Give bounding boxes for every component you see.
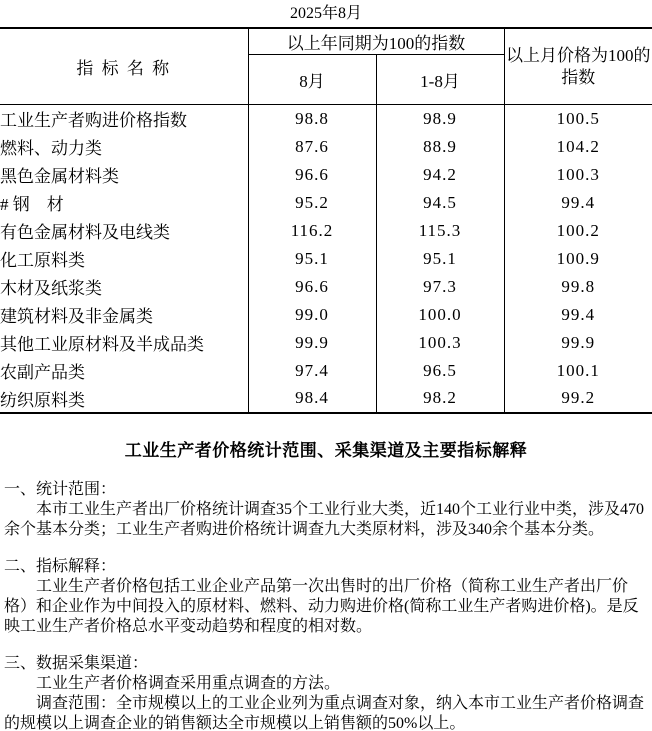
- table-row: [0, 217, 652, 245]
- table-row: [0, 105, 652, 133]
- yoy-august-value: 96.6: [248, 273, 376, 301]
- yoy-jan-aug-value: 88.9: [376, 133, 504, 161]
- row-label: 木材及纸浆类: [0, 273, 248, 301]
- mom-value: 100.1: [556, 360, 600, 380]
- table-row: [0, 133, 652, 161]
- yoy-jan-aug-value: 94.2: [376, 161, 504, 189]
- row-label: 农副产品类: [0, 357, 248, 385]
- note-paragraph: 调查范围：全市规模以上的工业企业列为重点调查对象，纳入本市工业生产者价格调查的规模以上调查企业的销售额达全市规模以上销售额的50%以上。: [4, 694, 645, 731]
- mom-value: 99.2: [561, 388, 596, 407]
- yoy-jan-aug-value: 96.5: [376, 357, 504, 385]
- row-label: 工业生产者购进价格指数: [0, 105, 248, 133]
- table-row: [0, 245, 652, 273]
- yoy-jan-aug-value: 100.3: [376, 329, 504, 357]
- mom-value: 99.9: [561, 332, 596, 352]
- mom-value: 99.8: [561, 276, 596, 296]
- yoy-august-value: 87.6: [248, 133, 376, 161]
- indicator-name-header: 指 标 名 称: [0, 28, 248, 105]
- note-section-title: 二、指标解释：: [4, 557, 117, 575]
- table-row: [0, 189, 652, 217]
- yoy-jan-aug-value: 95.1: [376, 245, 504, 273]
- yoy-jan-aug-value: 98.9: [376, 105, 504, 133]
- yoy-august-value: 95.2: [248, 189, 376, 217]
- august-column-header: 8月: [248, 55, 376, 105]
- mom-value: 99.4: [561, 192, 596, 212]
- yoy-jan-aug-value: 97.3: [376, 273, 504, 301]
- note-section-definitions: [4, 557, 648, 637]
- row-label: 建筑材料及非金属类: [0, 301, 248, 329]
- yoy-august-value: 116.2: [248, 217, 376, 245]
- row-label: 其他工业原材料及半成品类: [0, 329, 248, 357]
- mom-value: 100.9: [556, 248, 600, 268]
- yoy-august-value: 98.4: [248, 385, 376, 413]
- note-section-title: 一、统计范围：: [4, 480, 117, 498]
- note-paragraph: 工业生产者价格包括工业企业产品第一次出售时的出厂价格（简称工业生产者出厂价格）和企业作为中间投入的原材料、燃料、动力购进价格(简称工业生产者购进价格)。是反映工业生产者价格总水平变动趋势和程度的相对数。: [4, 577, 639, 635]
- yoy-august-value: 98.8: [248, 105, 376, 133]
- table-row: [0, 161, 652, 189]
- mom-header: 以上月价格为100的指数: [504, 28, 652, 105]
- price-index-table: [0, 27, 652, 414]
- mom-value: 100.5: [556, 108, 600, 128]
- report-period-title: 2025年8月: [289, 5, 362, 22]
- note-section-title: 三、数据采集渠道：: [4, 654, 149, 672]
- note-section-collection: [4, 654, 648, 731]
- mom-value: 100.3: [556, 164, 600, 184]
- notes-heading: 工业生产者价格统计范围、采集渠道及主要指标解释: [124, 440, 528, 460]
- jan-aug-column-header: 1-8月: [376, 55, 504, 105]
- row-label: 黑色金属材料类: [0, 161, 248, 189]
- yoy-group-header: 以上年同期为100的指数: [248, 28, 504, 55]
- row-label: 化工原料类: [0, 245, 248, 273]
- yoy-jan-aug-value: 98.2: [376, 385, 504, 413]
- table-header-row-1: [0, 28, 652, 55]
- note-paragraph: 工业生产者价格调查采用重点调查的方法。: [36, 674, 341, 692]
- note-paragraph: 本市工业生产者出厂价格统计调查35个工业行业大类，近140个工业行业中类，涉及470余个基本分类；工业生产者购进价格统计调查九大类原材料，涉及340余个基本分类。: [4, 500, 645, 538]
- yoy-august-value: 96.6: [248, 161, 376, 189]
- yoy-jan-aug-value: 100.0: [376, 301, 504, 329]
- mom-value: 104.2: [556, 136, 600, 156]
- row-label: 燃料、动力类: [0, 133, 248, 161]
- mom-value: 100.2: [556, 220, 600, 240]
- row-label: # 钢 材: [0, 189, 248, 217]
- table-row: [0, 273, 652, 301]
- yoy-august-value: 97.4: [248, 357, 376, 385]
- table-row: [0, 301, 652, 329]
- notes-section: [0, 441, 652, 731]
- table-row: [0, 329, 652, 357]
- row-label: 纺织原料类: [0, 385, 248, 413]
- row-label: 有色金属材料及电线类: [0, 217, 248, 245]
- yoy-august-value: 95.1: [248, 245, 376, 273]
- note-section-scope: [4, 480, 648, 540]
- yoy-jan-aug-value: 115.3: [376, 217, 504, 245]
- yoy-august-value: 99.0: [248, 301, 376, 329]
- mom-value: 99.4: [561, 304, 596, 324]
- table-row: [0, 357, 652, 385]
- table-row: [0, 385, 652, 413]
- yoy-august-value: 99.9: [248, 329, 376, 357]
- yoy-jan-aug-value: 94.5: [376, 189, 504, 217]
